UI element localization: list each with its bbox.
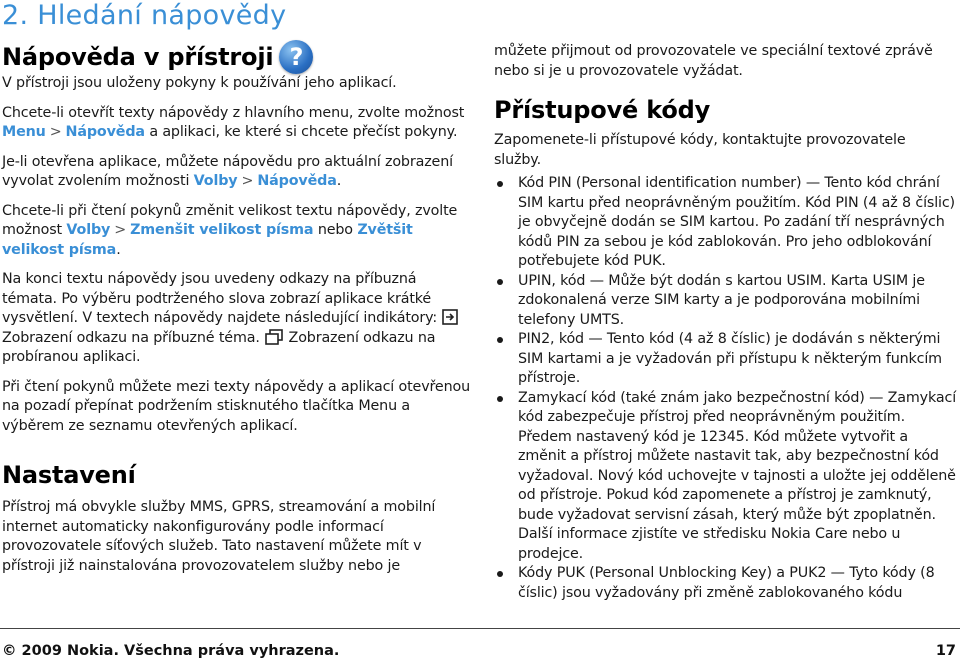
list-item: Zamykací kód (také znám jako bezpečnostní kód) — Zamykací kód zabezpečuje přístroj před neoprávněným použitím. Předem nastavený kód je 12345. Kód můžete vytvořit a změnit a přístroj můžete nastavit tak, aby bezpečnostní kód vyžadoval. Nový kód uchovejte v tajnosti a uložte jej odděleně od přístroje. Pokud kód zapomenete a přístroj je zamknutý, bude vyžadovat servisní zásah, který může být zpoplatněn. Další informace zjistíte ve středisku Nokia Care nebo u prodejce. (494, 389, 956, 565)
related-topic-link-icon (441, 309, 461, 325)
section-title-text: Nápověda v přístroji (2, 43, 274, 71)
paragraph: V přístroji jsou uloženy pokyny k používání jeho aplikací. (2, 75, 397, 91)
section-title-help-in-device (2, 40, 470, 74)
section-title-settings: Nastavení (2, 461, 136, 489)
decrease-font-link[interactable]: Zmenšit velikost písma (130, 222, 314, 238)
access-codes-list (494, 174, 956, 603)
options-link[interactable]: Volby (66, 222, 111, 238)
current-app-link-icon (264, 329, 284, 345)
list-item: Kód PIN (Personal identification number) — Tento kód chrání SIM kartu před neoprávněným použitím. Kód PIN (4 až 8 číslic) je obvyčejně dodán se SIM kartou. Po zadání tří nesprávných kódů PIN za sebou je kód zablokován. Pro jeho odblokování potřebujete kód PUK. (494, 174, 956, 272)
page-number: 17 (935, 643, 956, 659)
options-link[interactable]: Volby (193, 173, 238, 189)
paragraph: Chcete-li při čtení pokynů změnit velikost textu nápovědy, zvolte možnost Volby > Zmenšit velikost písma nebo Zvětšit velikost písma. (2, 202, 458, 258)
paragraph: Na konci textu nápovědy jsou uvedeny odkazy na příbuzná témata. Po výběru podtrženého slova zobrazí aplikace krátké vysvětlení. V textech nápovědy najdete následující indikátory: Zobrazení odkazu na příbuzné téma. Zobrazení odkazu na probíranou aplikaci. (2, 270, 470, 368)
help-link[interactable]: Nápověda (65, 124, 145, 140)
chapter-title: 2. Hledání nápovědy (2, 0, 287, 31)
left-column (2, 40, 470, 576)
paragraph: Přístroj má obvykle služby MMS, GPRS, streamování a mobilní internet automaticky nakonfigurovány podle informací provozovatele síťových služeb. Tato nastavení můžete mít v přístroji již nainstalována provozovatelem služby nebo je (2, 499, 436, 574)
increase-font-link[interactable]: Zvětšit velikost písma (2, 222, 413, 258)
section-title-access-codes: Přístupové kódy (494, 96, 711, 124)
footer-divider (0, 628, 960, 629)
list-item: Kódy PUK (Personal Unblocking Key) a PUK2 — Tyto kódy (8 číslic) jsou vyžadovány při změně zablokovaného kódu (494, 564, 956, 603)
paragraph: Je-li otevřena aplikace, můžete nápovědu pro aktuální zobrazení vyvolat zvolením možnosti Volby > Nápověda. (2, 153, 453, 189)
list-item: PIN2, kód — Tento kód (4 až 8 číslic) je dodáván s některými SIM kartami a je vyžadován při přístupu k některým funkcím přístroje. (494, 330, 956, 389)
paragraph: Při čtení pokynů můžete mezi texty nápovědy a aplikací otevřenou na pozadí přepínat podržením stisknutého tlačítka Menu a výběrem ze seznamu otevřených aplikací. (2, 378, 470, 434)
paragraph: Chcete-li otevřít texty nápovědy z hlavního menu, zvolte možnost Menu > Nápověda a aplikaci, ke které si chcete přečíst pokyny. (2, 104, 465, 140)
footer-copyright: © 2009 Nokia. Všechna práva vyhrazena. (2, 643, 340, 659)
right-column (494, 42, 956, 603)
help-link[interactable]: Nápověda (257, 173, 337, 189)
paragraph: Zapomenete-li přístupové kódy, kontaktujte provozovatele služby. (494, 132, 906, 168)
menu-link[interactable]: Menu (2, 124, 46, 140)
help-icon: ? (279, 40, 313, 74)
list-item: UPIN, kód — Může být dodán s kartou USIM. Karta USIM je zdokonalená verze SIM karty a je podporována mobilními telefony UMTS. (494, 272, 956, 331)
paragraph: můžete přijmout od provozovatele ve speciální textové zprávě nebo si je u provozovatele vyžádat. (494, 43, 933, 79)
